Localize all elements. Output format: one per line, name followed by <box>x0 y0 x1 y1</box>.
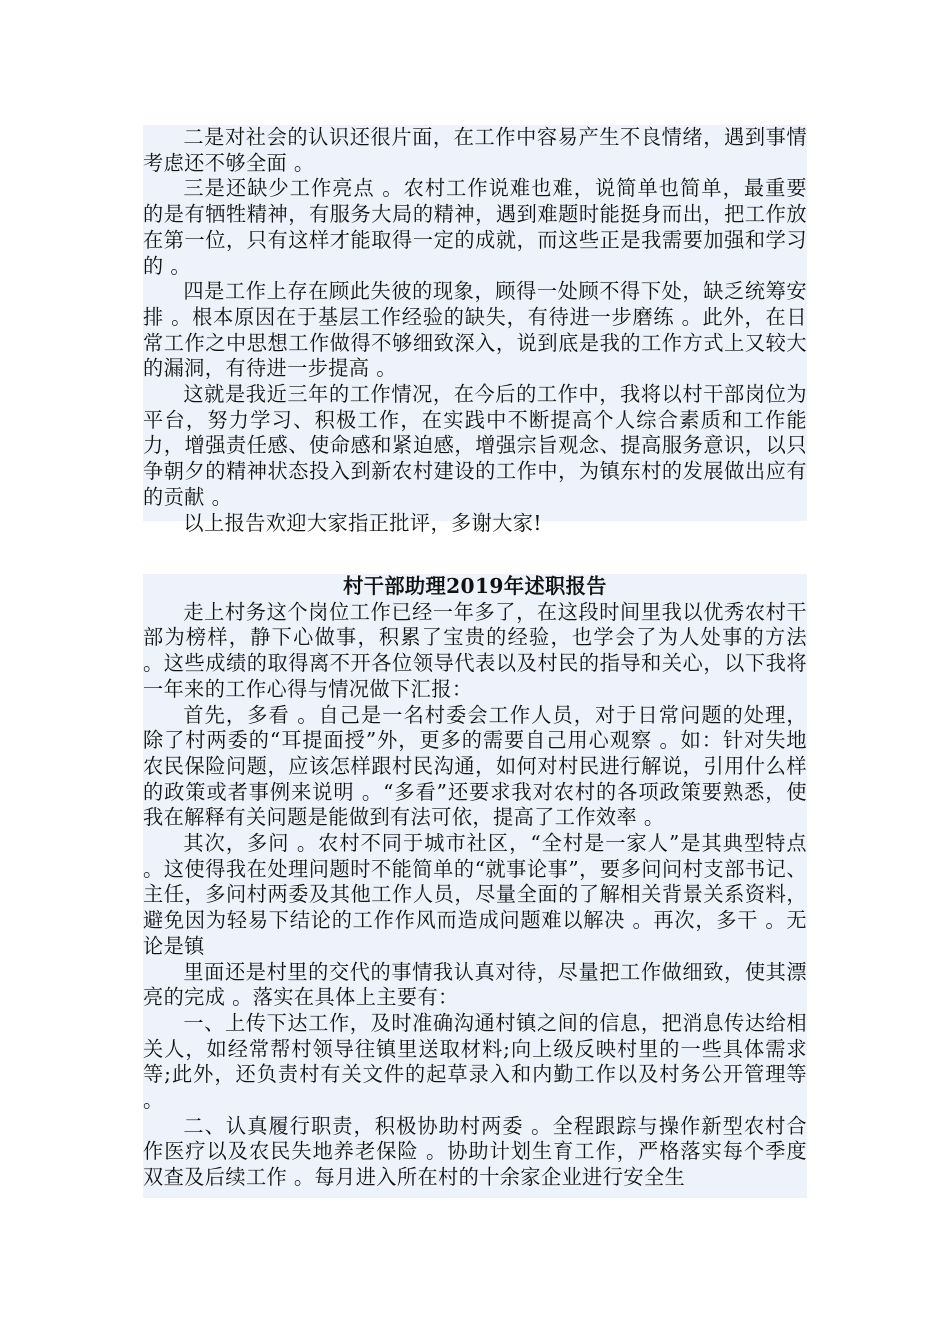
report-section <box>143 574 807 1198</box>
paragraph: 四是工作上存在顾此失彼的现象，顾得一处顾不得下处，缺乏统筹安排 。根本原因在于基层工作经验的缺失，有待进一步磨练 。此外，在日常工作之中思想工作做得不够细致深入，说到底是我的工作方式上又较大的漏洞，有待进一步提高 。 <box>143 279 807 381</box>
paragraph: 一、上传下达工作，及时准确沟通村镇之间的信息，把消息传达给相关人，如经常帮村领导往镇里送取材料;向上级反映村里的一些具体需求等;此外，还负责村有关文件的起草录入和内勤工作以及村务公开管理等 。 <box>143 1010 807 1113</box>
paragraph: 走上村务这个岗位工作已经一年多了，在这段时间里我以优秀农村干部为榜样，静下心做事，积累了宝贵的经验，也学会了为人处事的方法 。这些成绩的取得离不开各位领导代表以及村民的指导和关心，以下我将一年来的工作心得与情况做下汇报： <box>143 599 807 701</box>
paragraph: 二、认真履行职责，积极协助村两委 。全程跟踪与操作新型农村合作医疗以及农民失地养老保险 。协助计划生育工作，严格落实每个季度双查及后续工作 。每月进入所在村的十余家企业进行安全生 <box>143 1113 807 1190</box>
paragraph: 三是还缺少工作亮点 。农村工作说难也难，说简单也简单，最重要的是有牺牲精神，有服务大局的精神，遇到难题时能挺身而出，把工作放在第一位，只有这样才能取得一定的成就，而这些正是我需要加强和学习的 。 <box>143 176 807 278</box>
paragraph: 其次，多问 。农村不同于城市社区，“全村是一家人”是其典型特点 。这使得我在处理问题时不能简单的“就事论事”，要多问问村支部书记、主任，多问村两委及其他工作人员，尽量全面的了解相关背景关系资料，避免因为轻易下结论的工作作风而造成问题难以解决 。再次，多干 。无论是镇 <box>143 831 807 958</box>
paragraph: 首先，多看 。自己是一名村委会工作人员，对于日常问题的处理，除了村两委的“耳提面授”外，更多的需要自己用心观察 。如：针对失地农民保险问题，应该怎样跟村民沟通，如何对村民进行解说，引用什么样的政策或者事例来说明 。“多看”还要求我对农村的各项政策要熟悉，使我在解释有关问题是能做到有法可依，提高了工作效率 。 <box>143 702 807 830</box>
document-title: 村干部助理2019年述职报告 <box>343 574 607 598</box>
paragraph: 里面还是村里的交代的事情我认真对待，尽量把工作做细致，使其漂亮的完成 。落实在具体上主要有： <box>143 959 807 1010</box>
paragraph: 以上报告欢迎大家指正批评，多谢大家! <box>183 510 542 535</box>
paragraph: 这就是我近三年的工作情况，在今后的工作中，我将以村干部岗位为平台，努力学习、积极工作，在实践中不断提高个人综合素质和工作能力，增强责任感、使命感和紧迫感，增强宗旨观念、提高服务意识，以只争朝夕的精神状态投入到新农村建设的工作中，为镇东村的发展做出应有的贡献 。 <box>143 382 807 509</box>
report-continuation-section <box>143 125 807 535</box>
paragraph: 二是对社会的认识还很片面，在工作中容易产生不良情绪，遇到事情考虑还不够全面 。 <box>143 125 807 175</box>
